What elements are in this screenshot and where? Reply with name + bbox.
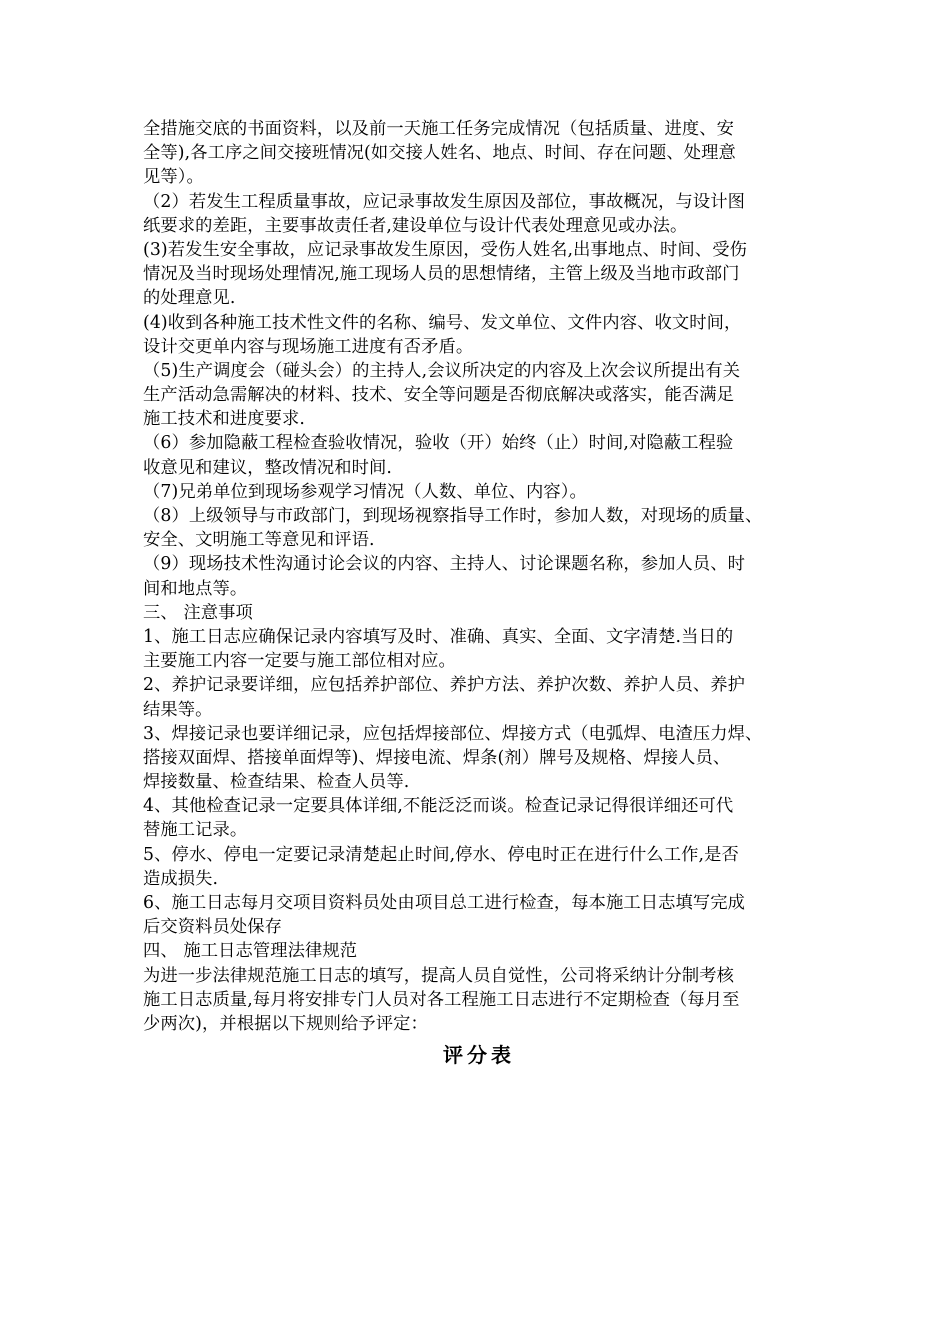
text-line: 替施工记录。 — [143, 820, 248, 841]
text-line: 施工日志质量,每月将安排专门人员对各工程施工日志进行不定期检查（每月至 — [143, 989, 740, 1010]
text-line: 生产活动急需解决的材料、技术、安全等问题是否彻底解决或落实，能否满足 — [143, 385, 734, 406]
text-line: 间和地点等。 — [143, 578, 248, 599]
text-line: 搭接双面焊、搭接单面焊等)、焊接电流、焊条(剂）牌号及规格、焊接人员、 — [143, 747, 731, 768]
text-line: 为进一步法律规范施工日志的填写，提高人员自觉性，公司将采纳计分制考核 — [143, 965, 734, 986]
text-line: 1、施工日志应确保记录内容填写及时、准确、真实、全面、文字清楚.当日的 — [143, 626, 734, 647]
text-line: 结果等。 — [143, 699, 213, 720]
text-line: 4、其他检查记录一定要具体详细,不能泛泛而谈。检查记录记得很详细还可代 — [143, 796, 734, 817]
text-line: 见等）。 — [143, 167, 204, 188]
text-line: (4)收到各种施工技术性文件的名称、编号、发文单位、文件内容、收文时间， — [143, 312, 742, 333]
text-line: （5)生产调度会（碰头会）的主持人,会议所决定的内容及上次会议所提出有关 — [143, 360, 741, 381]
text-line: 后交资料员处保存 — [143, 917, 283, 938]
section-heading: 四、 施工日志管理法律规范 — [143, 941, 358, 962]
text-line: （7)兄弟单位到现场参观学习情况（人数、单位、内容）。 — [143, 481, 587, 502]
text-line: （2）若发生工程质量事故，应记录事故发生原因及部位，事故概况，与设计图 — [143, 191, 746, 212]
text-line: 全措施交底的书面资料，以及前一天施工任务完成情况（包括质量、进度、安 — [143, 119, 734, 139]
table-title: 评分表 — [443, 1043, 515, 1068]
text-line: 2、养护记录要详细，应包括养护部位、养护方法、养护次数、养护人员、养护 — [143, 675, 746, 696]
text-line: 3、焊接记录也要详细记录，应包括焊接部位、焊接方式（电弧焊、电渣压力焊、 — [143, 723, 763, 744]
text-line: 情况及当时现场处理情况,施工现场人员的思想情绪，主管上级及当地市政部门 — [143, 264, 740, 285]
text-line: 焊接数量、检查结果、检查人员等. — [143, 772, 410, 793]
section-heading: 三、 注意事项 — [143, 602, 253, 623]
text-line: 主要施工内容一定要与施工部位相对应。 — [143, 651, 456, 672]
text-line: 少两次)，并根据以下规则给予评定： — [143, 1013, 428, 1034]
text-line: 全等),各工序之间交接班情况(如交接人姓名、地点、时间、存在问题、处理意 — [143, 143, 736, 164]
text-line: （6）参加隐蔽工程检查验收情况，验收（开）始终（止）时间,对隐蔽工程验 — [143, 433, 734, 454]
text-line: 6、施工日志每月交项目资料员处由项目总工进行检查，每本施工日志填写完成 — [143, 893, 746, 913]
document-page — [143, 117, 815, 1072]
text-line: 5、停水、停电一定要记录清楚起止时间,停水、停电时正在进行什么工作,是否 — [143, 844, 739, 865]
text-line: 安全、文明施工等意见和评语. — [143, 530, 375, 551]
text-line: （8）上级领导与市政部门，到现场视察指导工作时，参加人数，对现场的质量、 — [143, 506, 763, 526]
text-line: 的处理意见. — [143, 288, 236, 309]
text-line: 纸要求的差距，主要事故责任者,建设单位与设计代表处理意见或办法。 — [143, 215, 688, 236]
text-line: 收意见和建议，整改情况和时间. — [143, 457, 392, 478]
text-line: (3)若发生安全事故，应记录事故发生原因，受伤人姓名,出事地点、时间、受伤 — [143, 239, 747, 260]
text-line: 施工技术和进度要求. — [143, 409, 306, 430]
text-line: 造成损失. — [143, 868, 219, 889]
text-line: （9）现场技术性沟通讨论会议的内容、主持人、讨论课题名称，参加人员、时 — [143, 554, 746, 575]
text-line: 设计交更单内容与现场施工进度有否矛盾。 — [143, 336, 474, 357]
